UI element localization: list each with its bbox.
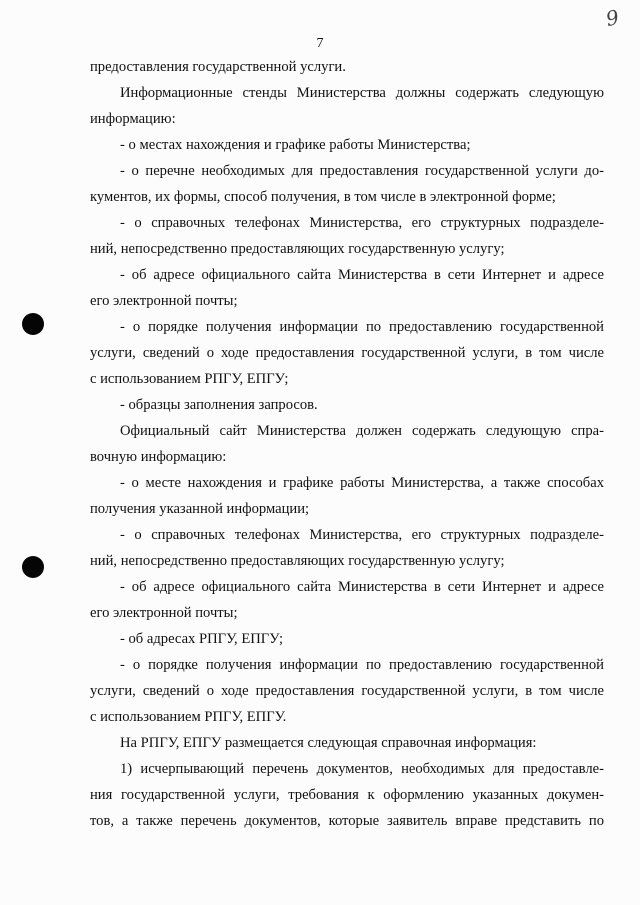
text-line: Информационные стенды Министерства должны содержать следующую xyxy=(120,85,604,101)
text-line: - о месте нахождения и графике работы Министерства, а также способах xyxy=(120,475,604,491)
text-line: На РПГУ, ЕПГУ размещается следующая справочная информация: xyxy=(120,735,537,751)
text-line: тов, а также перечень документов, которые заявитель вправе представить по xyxy=(90,813,604,829)
text-line: услуги, сведений о ходе предоставления государственной услуги, в том числе xyxy=(90,683,604,699)
text-line: 1) исчерпывающий перечень документов, необходимых для предоставле- xyxy=(120,761,604,777)
punch-hole-bottom xyxy=(22,556,44,578)
text-line: его электронной почты; xyxy=(90,605,238,621)
body-text xyxy=(90,54,604,834)
text-line: с использованием РПГУ, ЕПГУ; xyxy=(90,371,289,387)
text-line: - о местах нахождения и графике работы Министерства; xyxy=(120,137,471,153)
page-number: 7 xyxy=(316,36,324,51)
text-line: - об адресе официального сайта Министерства в сети Интернет и адресе xyxy=(120,579,604,595)
text-line: - о справочных телефонах Министерства, его структурных подразделе- xyxy=(120,215,604,231)
text-line: - о перечне необходимых для предоставления государственной услуги до- xyxy=(120,163,604,179)
text-line: - о порядке получения информации по предоставлению государственной xyxy=(120,319,604,335)
text-line: - о порядке получения информации по предоставлению государственной xyxy=(120,657,604,673)
punch-hole-top xyxy=(22,313,44,335)
text-line: его электронной почты; xyxy=(90,293,238,309)
text-line: с использованием РПГУ, ЕПГУ. xyxy=(90,709,287,725)
text-line: вочную информацию: xyxy=(90,449,227,465)
text-line: ний, непосредственно предоставляющих государственную услугу; xyxy=(90,553,505,569)
text-line: предоставления государственной услуги. xyxy=(90,59,346,75)
text-line: услуги, сведений о ходе предоставления государственной услуги, в том числе xyxy=(90,345,604,361)
text-line: - об адресах РПГУ, ЕПГУ; xyxy=(120,631,284,647)
text-line: ния государственной услуги, требования к оформлению указанных докумен- xyxy=(90,787,604,803)
handwritten-page-number: 9 xyxy=(603,4,622,32)
text-line: - о справочных телефонах Министерства, его структурных подразделе- xyxy=(120,527,604,543)
text-line: кументов, их формы, способ получения, в том числе в электронной форме; xyxy=(90,189,556,205)
text-line: - об адресе официального сайта Министерства в сети Интернет и адресе xyxy=(120,267,604,283)
text-line: Официальный сайт Министерства должен содержать следующую спра- xyxy=(120,423,604,439)
text-line: информацию: xyxy=(90,111,176,127)
text-line: - образцы заполнения запросов. xyxy=(120,397,318,413)
text-line: ний, непосредственно предоставляющих государственную услугу; xyxy=(90,241,505,257)
text-line: получения указанной информации; xyxy=(90,501,310,517)
